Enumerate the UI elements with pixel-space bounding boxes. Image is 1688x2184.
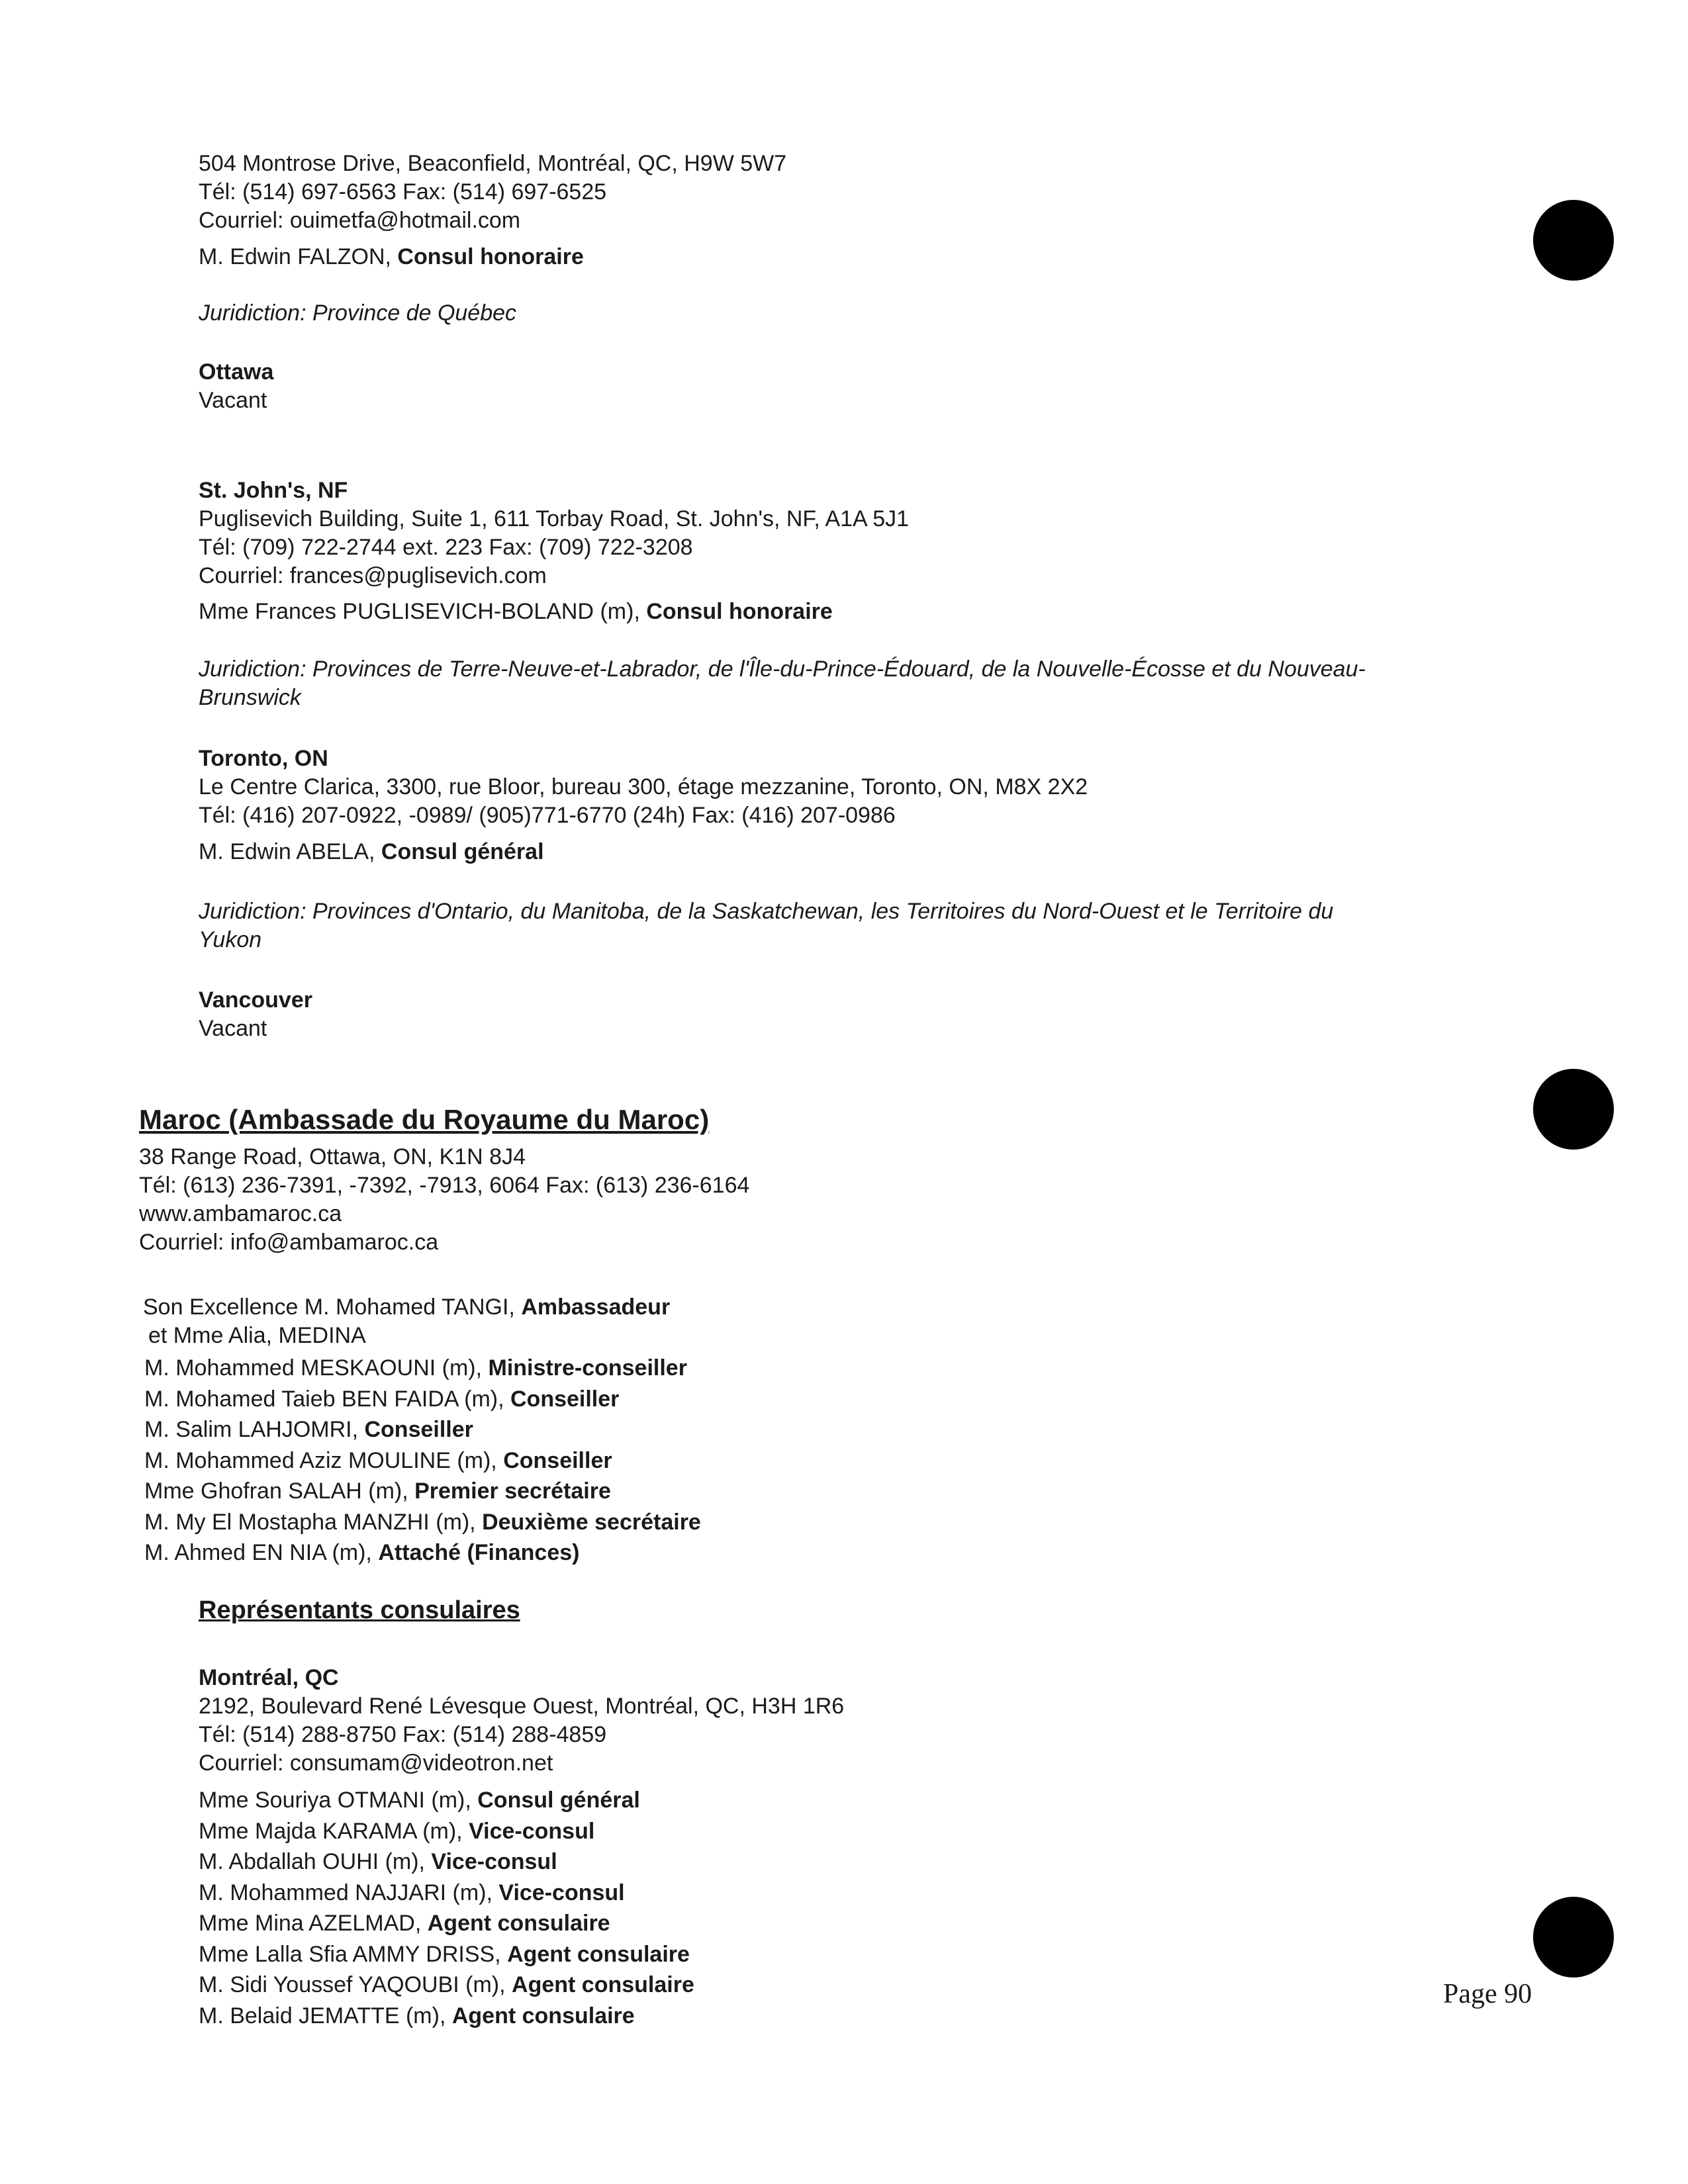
- staff-entry: [144, 1414, 701, 1445]
- embassy-staff-list: [144, 1353, 701, 1569]
- staff-name: M. Sidi Youssef YAQOUBI (m),: [199, 1972, 512, 1997]
- staff-entry: [144, 1537, 701, 1569]
- staff-title: Agent consulaire: [507, 1941, 690, 1967]
- staff-title: Ministre-conseiller: [488, 1355, 687, 1381]
- staff-entry: [199, 1908, 694, 1939]
- staff-name: M. Salim LAHJOMRI,: [144, 1417, 365, 1442]
- city-name: St. John's, NF: [199, 478, 348, 503]
- jurisdiction-line-2: Brunswick: [199, 685, 301, 710]
- staff-entry: [199, 1878, 694, 1909]
- person-title: Consul général: [381, 839, 544, 864]
- staff-title: Agent consulaire: [427, 1911, 610, 1936]
- staff-name: M. Abdallah OUHI (m),: [199, 1849, 432, 1874]
- staff-title: Vice-consul: [469, 1818, 595, 1844]
- email: Courriel: info@ambamaroc.ca: [139, 1230, 439, 1255]
- staff-name: Mme Lalla Sfia AMMY DRISS,: [199, 1941, 508, 1967]
- staff-title: Premier secrétaire: [414, 1479, 611, 1504]
- jurisdiction-line-1: Juridiction: Provinces de Terre-Neuve-et-Labrador, de l'Île-du-Prince-Édouard, de la Nouvelle-Écosse et du Nouveau-: [199, 657, 1366, 682]
- staff-name: M. Ahmed EN NIA (m),: [144, 1540, 379, 1565]
- person-name: M. Edwin FALZON,: [199, 244, 398, 269]
- toronto-jurisdiction: [199, 897, 1333, 954]
- staff-title: Consul général: [477, 1788, 640, 1813]
- phone-fax: Tél: (613) 236-7391, -7392, -7913, 6064 Fax: (613) 236-6164: [139, 1173, 750, 1198]
- staff-name: Mme Majda KARAMA (m),: [199, 1818, 469, 1844]
- staff-title: Conseiller: [503, 1447, 612, 1473]
- toronto-consulate: [199, 745, 1088, 830]
- status-text: Vacant: [199, 1016, 267, 1041]
- ottawa-consulate: [199, 358, 273, 415]
- person-title: Consul honoraire: [646, 599, 833, 624]
- staff-entry: [144, 1353, 701, 1384]
- montreal-consulate-contact: [199, 150, 786, 235]
- staff-name: M. My El Mostapha MANZHI (m),: [144, 1509, 483, 1535]
- staff-entry: [144, 1445, 701, 1477]
- page-number: Page 90: [1443, 1979, 1532, 2009]
- phone-fax: Tél: (416) 207-0922, -0989/ (905)771-6770 (24h) Fax: (416) 207-0986: [199, 803, 896, 828]
- staff-title: Vice-consul: [431, 1849, 557, 1874]
- punch-hole-top: [1533, 200, 1614, 281]
- consular-staff-list: [199, 1785, 694, 2031]
- staff-name: M. Mohamed Taieb BEN FAIDA (m),: [144, 1386, 510, 1412]
- st-johns-consul-entry: [199, 598, 833, 626]
- ambassador-entry: [143, 1293, 670, 1350]
- staff-name: M. Mohammed NAJJARI (m),: [199, 1880, 499, 1905]
- staff-entry: [144, 1507, 701, 1538]
- vancouver-consulate: [199, 986, 312, 1043]
- person-name: Mme Frances PUGLISEVICH-BOLAND (m),: [199, 599, 647, 624]
- address: Le Centre Clarica, 3300, rue Bloor, bureau 300, étage mezzanine, Toronto, ON, M8X 2X2: [199, 774, 1088, 799]
- ambassador-title: Ambassadeur: [521, 1295, 671, 1320]
- city-name: Ottawa: [199, 359, 274, 385]
- st-johns-jurisdiction: [199, 655, 1366, 712]
- country-heading: Maroc (Ambassade du Royaume du Maroc): [139, 1104, 710, 1135]
- maroc-embassy-contact: [139, 1143, 749, 1257]
- consular-representatives-heading: [199, 1595, 520, 1625]
- person-name: M. Edwin ABELA,: [199, 839, 381, 864]
- staff-name: Mme Souriya OTMANI (m),: [199, 1788, 478, 1813]
- punch-hole-bottom: [1533, 1897, 1614, 1978]
- city-name: Montréal, QC: [199, 1665, 339, 1690]
- staff-entry: [144, 1384, 701, 1415]
- phone-fax: Tél: (709) 722-2744 ext. 223 Fax: (709) 722-3208: [199, 535, 693, 560]
- punch-hole-middle: [1533, 1069, 1614, 1150]
- email: Courriel: ouimetfa@hotmail.com: [199, 208, 521, 233]
- staff-name: M. Mohammed MESKAOUNI (m),: [144, 1355, 489, 1381]
- staff-entry: [199, 1939, 694, 1970]
- maroc-montreal-consulate: [199, 1664, 844, 1778]
- phone-fax: Tél: (514) 697-6563 Fax: (514) 697-6525: [199, 179, 607, 205]
- toronto-consul-entry: [199, 838, 544, 866]
- staff-entry: [199, 2001, 694, 2032]
- staff-title: Agent consulaire: [451, 2003, 635, 2028]
- staff-entry: [199, 1785, 694, 1816]
- person-title: Consul honoraire: [397, 244, 584, 269]
- staff-title: Attaché (Finances): [378, 1540, 580, 1565]
- city-name: Vancouver: [199, 987, 312, 1013]
- staff-title: Conseiller: [510, 1386, 620, 1412]
- staff-name: M. Belaid JEMATTE (m),: [199, 2003, 452, 2028]
- jurisdiction-text: Juridiction: Province de Québec: [199, 300, 517, 326]
- staff-entry: [199, 1846, 694, 1878]
- email: Courriel: consumam@videotron.net: [199, 1751, 553, 1776]
- montreal-consul-entry: [199, 243, 584, 271]
- staff-name: Mme Mina AZELMAD,: [199, 1911, 428, 1936]
- staff-title: Agent consulaire: [512, 1972, 694, 1997]
- phone-fax: Tél: (514) 288-8750 Fax: (514) 288-4859: [199, 1722, 607, 1747]
- st-johns-consulate: [199, 477, 909, 590]
- jurisdiction-line-2: Yukon: [199, 927, 262, 952]
- website: www.ambamaroc.ca: [139, 1201, 342, 1226]
- ambassador-spouse: et Mme Alia, MEDINA: [148, 1323, 366, 1348]
- staff-title: Deuxième secrétaire: [482, 1509, 701, 1535]
- address: 38 Range Road, Ottawa, ON, K1N 8J4: [139, 1144, 526, 1169]
- staff-entry: [144, 1476, 701, 1507]
- maroc-section-heading: [139, 1103, 709, 1136]
- address: 504 Montrose Drive, Beaconfield, Montréal, QC, H9W 5W7: [199, 151, 787, 176]
- montreal-jurisdiction: [199, 299, 516, 328]
- jurisdiction-line-1: Juridiction: Provinces d'Ontario, du Manitoba, de la Saskatchewan, les Territoires du Nord-Ouest et le Territoire du: [199, 899, 1334, 924]
- staff-title: Vice-consul: [498, 1880, 625, 1905]
- ambassador-name: Son Excellence M. Mohamed TANGI,: [143, 1295, 522, 1320]
- status-text: Vacant: [199, 388, 267, 413]
- address: 2192, Boulevard René Lévesque Ouest, Montréal, QC, H3H 1R6: [199, 1694, 845, 1719]
- staff-entry: [199, 1970, 694, 2001]
- staff-name: Mme Ghofran SALAH (m),: [144, 1479, 415, 1504]
- sub-heading: Représentants consulaires: [199, 1596, 520, 1624]
- staff-name: M. Mohammed Aziz MOULINE (m),: [144, 1447, 504, 1473]
- staff-entry: [199, 1816, 694, 1847]
- email: Courriel: frances@puglisevich.com: [199, 563, 547, 588]
- staff-title: Conseiller: [364, 1417, 473, 1442]
- city-name: Toronto, ON: [199, 746, 328, 771]
- address: Puglisevich Building, Suite 1, 611 Torbay Road, St. John's, NF, A1A 5J1: [199, 506, 910, 531]
